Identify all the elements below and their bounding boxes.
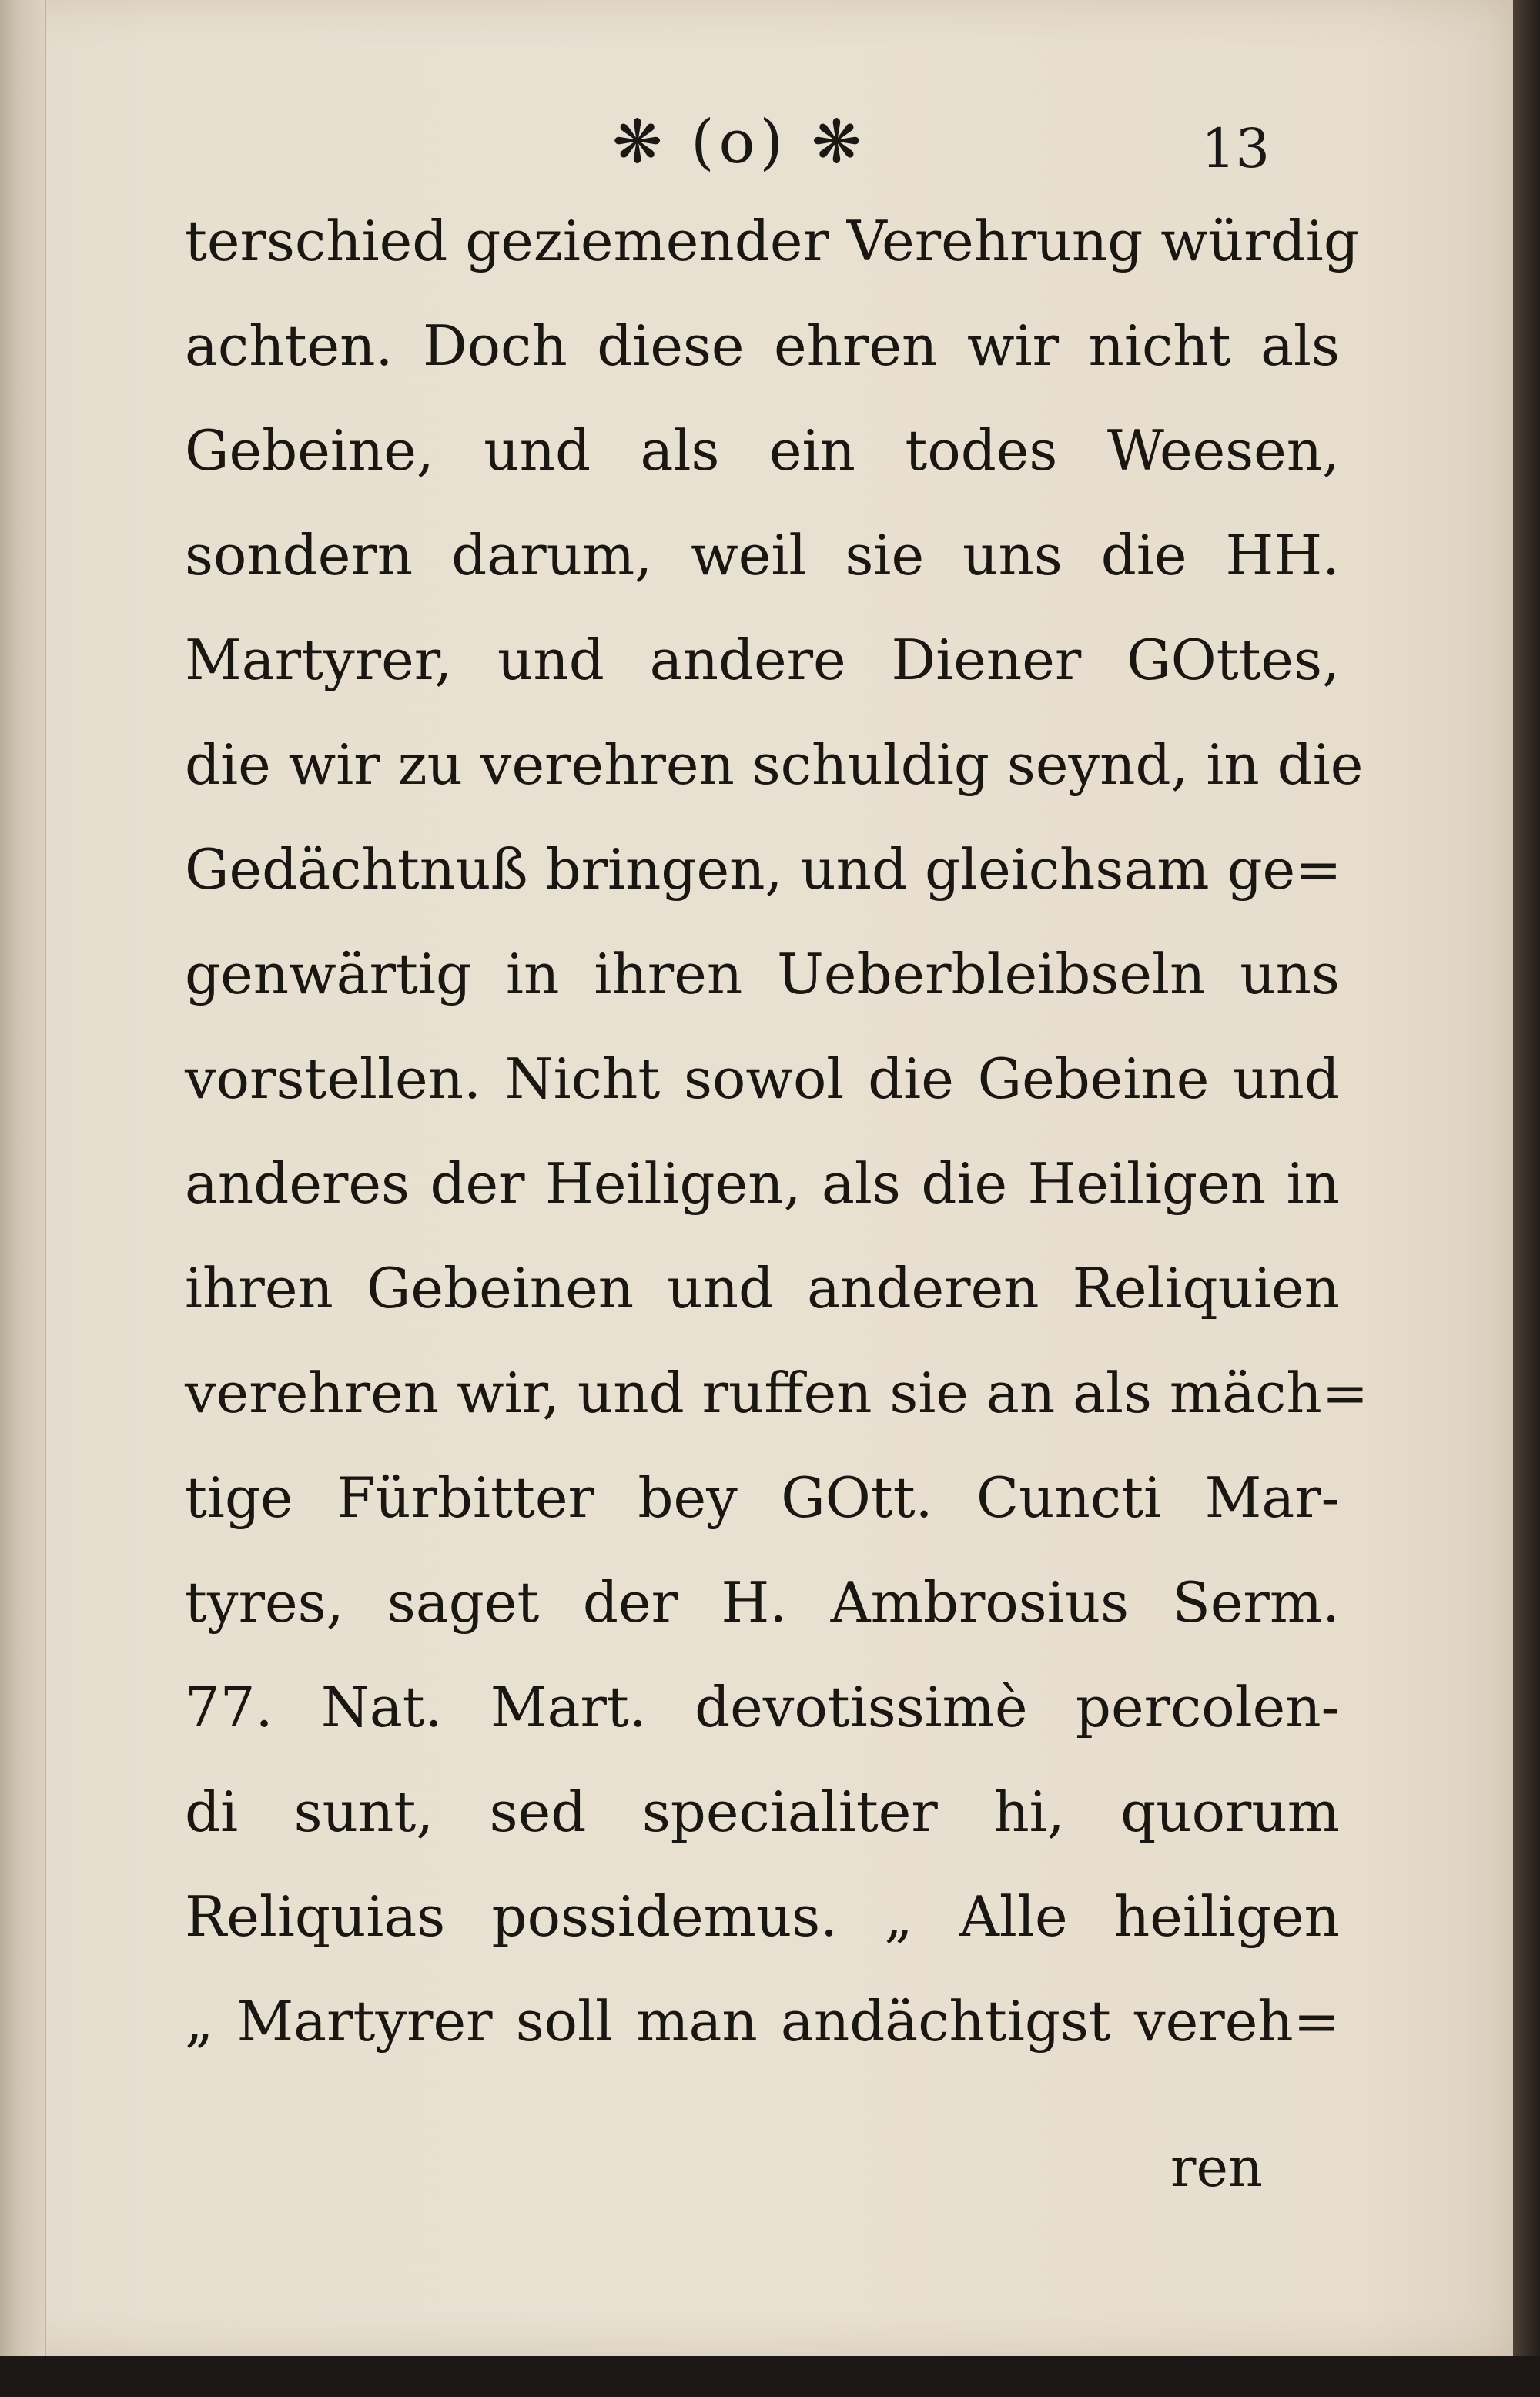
text-line: achten. Doch diese ehren wir nicht als [185,313,1340,378]
page-header [0,100,1513,185]
text-line: „ Martyrer soll man andächtigst vereh= [185,1989,1340,2054]
text-line: anderes der Heiligen, als die Heiligen in [185,1151,1340,1216]
text-line: verehren wir, und ruffen sie an als mäch= [185,1361,1369,1425]
page-number: 13 [1201,117,1270,180]
background-bottom [0,2356,1540,2397]
text-line: di sunt, sed specialiter hi, quorum [185,1779,1340,1844]
text-line: genwärtig in ihren Ueberbleibseln uns [185,942,1340,1006]
text-line: Martyrer, und andere Diener GOttes, [185,628,1340,692]
text-line: tyres, saget der H. Ambrosius Serm. [185,1570,1340,1635]
text-line: 77. Nat. Mart. devotissimè percolen- [185,1675,1340,1739]
text-line: Gebeine, und als ein todes Weesen, [185,418,1340,483]
text-line: ihren Gebeinen und anderen Reliquien [185,1256,1340,1321]
text-line: terschied geziemender Verehrung würdig [185,209,1359,273]
text-line: vorstellen. Nicht sowol die Gebeine und [185,1046,1340,1111]
text-line: die wir zu verehren schuldig seynd, in die [185,732,1364,797]
text-line: Reliquias possidemus. „ Alle heiligen [185,1884,1340,1949]
text-line: tige Fürbitter bey GOtt. Cuncti Mar- [185,1465,1340,1530]
header-ornament: ❋ (o) ❋ [611,108,867,177]
book-cover-edge [1513,0,1540,2397]
page-binding-edge [0,0,46,2356]
text-line: sondern darum, weil sie uns die HH. [185,523,1340,588]
catchword: ren [1170,2136,1263,2199]
body-text [185,189,1369,2074]
text-line: Gedächtnuß bringen, und gleichsam ge= [185,837,1342,902]
